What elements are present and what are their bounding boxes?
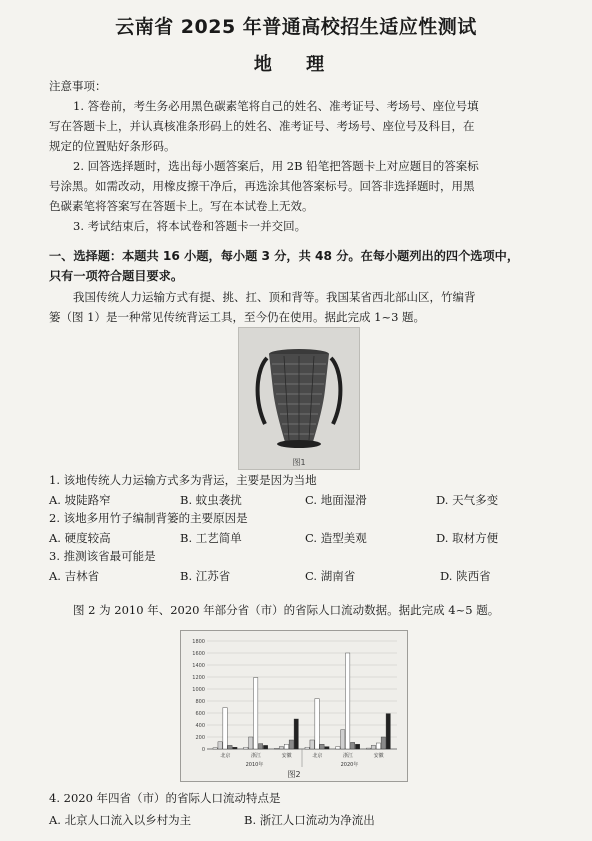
option: B. 浙江人口流动为净流出 — [244, 813, 375, 827]
bar — [381, 737, 385, 749]
option: D. 天气多变 — [436, 493, 499, 507]
passage-line: 篓（图 1）是一种常见传统背运工具，至今仍在使用。据此完成 1~3 题。 — [49, 310, 426, 324]
x-tick-label: 安徽 — [281, 753, 292, 759]
option: B. 工艺简单 — [180, 531, 242, 545]
bar — [244, 747, 248, 749]
bar — [376, 743, 380, 749]
bar — [228, 745, 232, 749]
option: B. 蚊虫袭扰 — [180, 493, 242, 507]
y-tick-label: 1600 — [192, 651, 205, 657]
y-tick-label: 0 — [201, 747, 205, 753]
option: A. 硬度较高 — [49, 531, 111, 545]
bar — [284, 744, 288, 749]
bar — [279, 747, 283, 749]
x-tick-label: 安徽 — [373, 753, 384, 759]
y-tick-label: 800 — [195, 699, 205, 705]
bar — [366, 748, 370, 749]
question-stem: 2. 该地多用竹子编制背篓的主要原因是 — [49, 511, 248, 525]
notice-line: 写在答题卡上，并认真核准条形码上的姓名、准考证号、考场号、座位号及科目，在 — [49, 119, 475, 133]
option: A. 北京人口流入以乡村为主 — [49, 813, 192, 827]
bar — [223, 708, 227, 749]
section-heading: 只有一项符合题目要求。 — [49, 269, 184, 283]
bar — [310, 740, 314, 749]
group-label: 2020年 — [340, 762, 359, 768]
option: C. 地面湿滑 — [305, 493, 367, 507]
question-stem: 1. 该地传统人力运输方式多为背运，主要是因为当地 — [49, 473, 317, 487]
subject-title: 地 理 — [253, 54, 339, 75]
figure2-chart — [180, 630, 408, 782]
notice-line: 规定的位置贴好条形码。 — [49, 139, 176, 153]
y-tick-label: 1000 — [192, 687, 205, 693]
figure1-caption: 图1 — [292, 458, 306, 467]
bar — [254, 678, 258, 749]
bar — [289, 740, 293, 749]
bar — [274, 748, 278, 749]
bar — [371, 745, 375, 749]
option: A. 坡陡路窄 — [49, 493, 111, 507]
y-tick-label: 1800 — [192, 639, 205, 645]
y-tick-label: 400 — [195, 723, 205, 729]
option: C. 湖南省 — [305, 569, 356, 583]
bar — [350, 742, 354, 749]
bar — [249, 737, 253, 749]
bar — [258, 744, 262, 749]
option: A. 吉林省 — [49, 569, 100, 583]
notice-line: 1. 答卷前，考生务必用黑色碳素笔将自己的姓名、准考证号、考场号、座位号填 — [73, 99, 479, 113]
bar — [346, 653, 350, 749]
notice-line: 3. 考试结束后，将本试卷和答题卡一并交回。 — [73, 219, 307, 233]
question-stem: 4. 2020 年四省（市）的省际人口流动特点是 — [49, 791, 281, 805]
x-tick-label: 北京 — [220, 753, 231, 759]
option: D. 陕西省 — [440, 569, 491, 583]
bar — [336, 747, 340, 749]
bar — [315, 699, 319, 749]
bar — [325, 747, 329, 749]
exam-title: 云南省 2025 年普通高校招生适应性测试 — [115, 16, 477, 38]
bar — [320, 744, 324, 749]
x-tick-label: 浙江 — [250, 753, 262, 759]
y-tick-label: 600 — [195, 711, 205, 717]
notice-heading: 注意事项： — [49, 79, 107, 93]
x-tick-label: 北京 — [312, 753, 323, 759]
bar — [218, 742, 222, 749]
notice-line: 色碳素笔将答案写在答题卡上。写在本试卷上无效。 — [49, 199, 314, 213]
bar — [355, 744, 359, 749]
option: D. 取材方便 — [436, 531, 499, 545]
y-tick-label: 200 — [195, 735, 205, 741]
bar — [386, 714, 390, 749]
y-tick-label: 1400 — [192, 663, 205, 669]
figure2-intro: 图 2 为 2010 年、2020 年部分省（市）的省际人口流动数据。据此完成 4~5 题。 — [73, 603, 500, 617]
basket-photo — [238, 327, 360, 470]
bar — [213, 748, 217, 749]
notice-line: 号涂黑。如需改动，用橡皮擦干净后，再选涂其他答案标号。回答非选择题时，用黑 — [49, 179, 475, 193]
x-tick-label: 浙江 — [342, 753, 354, 759]
population-flow-chart — [181, 631, 407, 781]
bar — [263, 745, 267, 749]
option: C. 造型美观 — [305, 531, 367, 545]
option: B. 江苏省 — [180, 569, 231, 583]
basket-image — [239, 328, 359, 469]
question-stem: 3. 推测该省最可能是 — [49, 549, 156, 563]
section-heading: 一、选择题：本题共 16 小题，每小题 3 分，共 48 分。在每小题列出的四个选项中， — [49, 249, 520, 263]
y-tick-label: 1200 — [192, 675, 205, 681]
bar — [305, 747, 309, 749]
figure2-caption: 图2 — [287, 770, 301, 779]
passage-line: 我国传统人力运输方式有提、挑、扛、顶和背等。我国某省西北部山区，竹编背 — [73, 290, 476, 304]
group-label: 2010年 — [245, 762, 264, 768]
bar — [233, 747, 237, 749]
bar — [294, 719, 298, 749]
bar — [341, 730, 345, 749]
notice-line: 2. 回答选择题时，选出每小题答案后，用 2B 铅笔把答题卡上对应题目的答案标 — [73, 159, 479, 173]
